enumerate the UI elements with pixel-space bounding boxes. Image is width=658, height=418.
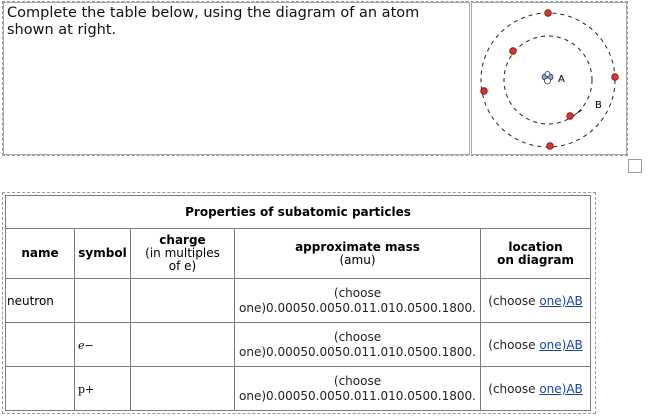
row-charge-cell[interactable]: [131, 279, 235, 323]
location-select[interactable]: [481, 323, 591, 367]
location-select[interactable]: [481, 367, 591, 411]
mass-choose-label: (choose: [333, 373, 382, 388]
header-charge: [131, 229, 235, 279]
header-location-line2: on diagram: [497, 252, 574, 267]
row-symbol: e−: [78, 338, 94, 352]
header-mass-sub: (amu): [339, 252, 376, 267]
table-row: [6, 367, 591, 411]
row-name-cell[interactable]: [6, 367, 75, 411]
location-options-link[interactable]: one)AB: [539, 381, 583, 396]
question-prompt: [3, 2, 470, 155]
mass-options[interactable]: one)0.00050.0050.011.010.0500.1800.: [239, 388, 476, 403]
nucleus-icon: [542, 72, 553, 85]
location-options-link[interactable]: one)AB: [539, 337, 583, 352]
location-select[interactable]: [481, 279, 591, 323]
atom-diagram-svg: [472, 3, 628, 156]
location-options-link[interactable]: one)AB: [539, 293, 583, 308]
header-symbol: symbol: [75, 229, 131, 279]
mass-choose-label: (choose: [333, 329, 382, 344]
header-charge-title: charge: [159, 233, 206, 247]
location-choose-label: (choose: [488, 337, 540, 352]
header-mass: [235, 229, 481, 279]
mass-select[interactable]: [235, 323, 481, 367]
header-mass-title: approximate mass: [295, 239, 420, 254]
mass-select[interactable]: [235, 279, 481, 323]
header-charge-sub1: (in multiples: [145, 246, 220, 260]
table-row: [6, 323, 591, 367]
mass-choose-label: (choose: [333, 285, 382, 300]
mass-options[interactable]: one)0.00050.0050.011.010.0500.1800.: [239, 344, 476, 359]
header-name: name: [6, 229, 75, 279]
table-caption: Properties of subatomic particles: [6, 196, 591, 229]
row-charge-cell[interactable]: [131, 367, 235, 411]
atom-diagram: [471, 2, 627, 155]
label-a: A: [558, 74, 565, 85]
row-symbol-cell[interactable]: [75, 323, 131, 367]
header-location: [481, 229, 591, 279]
prompt-text: Complete the table below, using the diagram of an atom shown at right.: [7, 5, 420, 38]
row-name: neutron: [7, 293, 54, 308]
mass-options[interactable]: one)0.00050.0050.011.010.0500.1800.: [239, 300, 476, 315]
header-location-line1: location: [508, 239, 563, 254]
row-name-cell[interactable]: [6, 323, 75, 367]
row-charge-cell[interactable]: [131, 323, 235, 367]
subatomic-particles-table: [5, 195, 591, 411]
row-name-cell[interactable]: [6, 279, 75, 323]
header-charge-sub2: of e): [168, 259, 197, 273]
location-choose-label: (choose: [488, 381, 540, 396]
table-row: [6, 279, 591, 323]
mass-select[interactable]: [235, 367, 481, 411]
row-symbol-cell[interactable]: [75, 367, 131, 411]
label-b: B: [595, 100, 602, 111]
location-choose-label: (choose: [488, 293, 540, 308]
row-symbol-cell[interactable]: [75, 279, 131, 323]
answer-checkbox[interactable]: [628, 159, 642, 173]
row-symbol: p+: [78, 382, 95, 396]
